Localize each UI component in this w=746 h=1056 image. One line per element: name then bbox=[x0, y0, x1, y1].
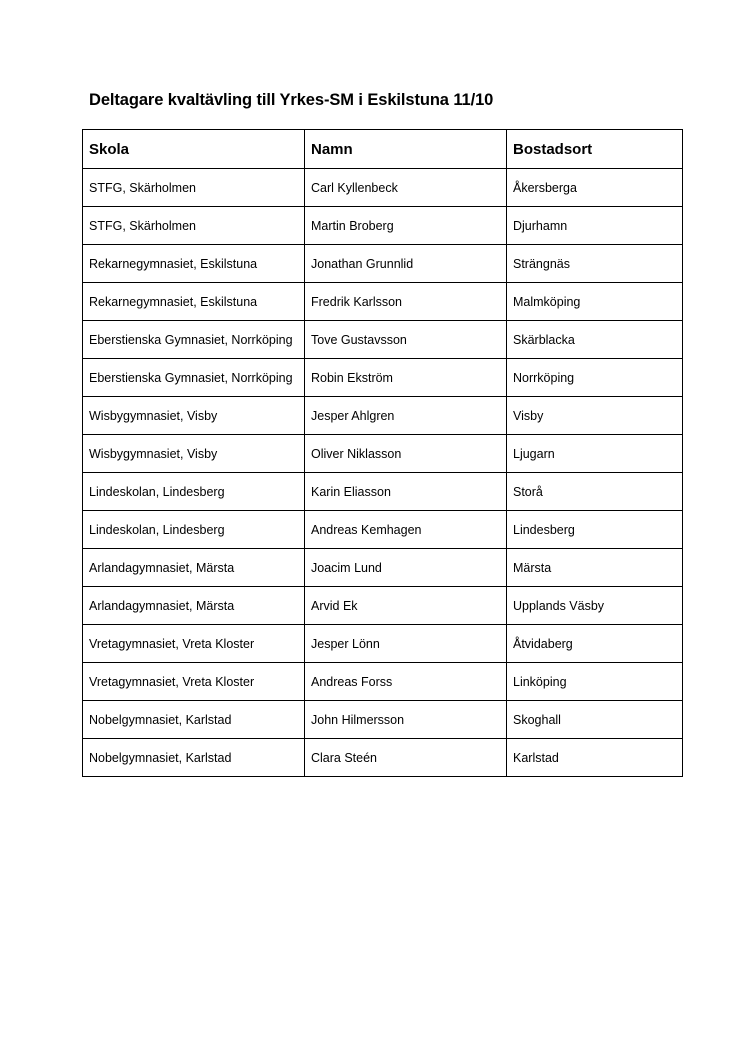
cell-name: Robin Ekström bbox=[305, 359, 507, 397]
cell-school: Arlandagymnasiet, Märsta bbox=[83, 587, 305, 625]
cell-hometown: Upplands Väsby bbox=[507, 587, 683, 625]
cell-name: Jesper Ahlgren bbox=[305, 397, 507, 435]
cell-hometown: Norrköping bbox=[507, 359, 683, 397]
cell-name: Fredrik Karlsson bbox=[305, 283, 507, 321]
cell-school: Vretagymnasiet, Vreta Kloster bbox=[83, 663, 305, 701]
table-row bbox=[83, 207, 683, 245]
cell-school: Lindeskolan, Lindesberg bbox=[83, 473, 305, 511]
cell-school: Eberstienska Gymnasiet, Norrköping bbox=[83, 321, 305, 359]
table-row bbox=[83, 435, 683, 473]
cell-name: Andreas Forss bbox=[305, 663, 507, 701]
cell-hometown: Åtvidaberg bbox=[507, 625, 683, 663]
cell-name: Arvid Ek bbox=[305, 587, 507, 625]
cell-school: STFG, Skärholmen bbox=[83, 207, 305, 245]
cell-hometown: Åkersberga bbox=[507, 169, 683, 207]
cell-school: Rekarnegymnasiet, Eskilstuna bbox=[83, 283, 305, 321]
cell-school: Wisbygymnasiet, Visby bbox=[83, 397, 305, 435]
table-row bbox=[83, 321, 683, 359]
table-header-row bbox=[83, 130, 683, 169]
table-row bbox=[83, 739, 683, 777]
cell-name: Oliver Niklasson bbox=[305, 435, 507, 473]
cell-school: Arlandagymnasiet, Märsta bbox=[83, 549, 305, 587]
table-row bbox=[83, 511, 683, 549]
table-row bbox=[83, 359, 683, 397]
table-row bbox=[83, 587, 683, 625]
cell-name: Joacim Lund bbox=[305, 549, 507, 587]
cell-name: Tove Gustavsson bbox=[305, 321, 507, 359]
table-row bbox=[83, 283, 683, 321]
cell-school: STFG, Skärholmen bbox=[83, 169, 305, 207]
cell-name: John Hilmersson bbox=[305, 701, 507, 739]
table-row bbox=[83, 701, 683, 739]
cell-hometown: Visby bbox=[507, 397, 683, 435]
cell-name: Clara Steén bbox=[305, 739, 507, 777]
cell-hometown: Djurhamn bbox=[507, 207, 683, 245]
cell-name: Karin Eliasson bbox=[305, 473, 507, 511]
document-title: Deltagare kvaltävling till Yrkes-SM i Eskilstuna 11/10 bbox=[89, 91, 494, 109]
participants-table bbox=[82, 129, 683, 777]
cell-hometown: Skoghall bbox=[507, 701, 683, 739]
cell-hometown: Karlstad bbox=[507, 739, 683, 777]
cell-hometown: Strängnäs bbox=[507, 245, 683, 283]
cell-school: Wisbygymnasiet, Visby bbox=[83, 435, 305, 473]
cell-name: Carl Kyllenbeck bbox=[305, 169, 507, 207]
cell-school: Rekarnegymnasiet, Eskilstuna bbox=[83, 245, 305, 283]
table-row bbox=[83, 473, 683, 511]
cell-name: Andreas Kemhagen bbox=[305, 511, 507, 549]
cell-hometown: Märsta bbox=[507, 549, 683, 587]
table-row bbox=[83, 169, 683, 207]
cell-hometown: Malmköping bbox=[507, 283, 683, 321]
table-row bbox=[83, 245, 683, 283]
cell-hometown: Storå bbox=[507, 473, 683, 511]
column-header-name: Namn bbox=[305, 130, 507, 169]
cell-name: Jesper Lönn bbox=[305, 625, 507, 663]
cell-hometown: Skärblacka bbox=[507, 321, 683, 359]
cell-school: Nobelgymnasiet, Karlstad bbox=[83, 739, 305, 777]
cell-school: Vretagymnasiet, Vreta Kloster bbox=[83, 625, 305, 663]
table-row bbox=[83, 663, 683, 701]
cell-name: Martin Broberg bbox=[305, 207, 507, 245]
cell-school: Eberstienska Gymnasiet, Norrköping bbox=[83, 359, 305, 397]
cell-hometown: Linköping bbox=[507, 663, 683, 701]
table-row bbox=[83, 549, 683, 587]
cell-school: Nobelgymnasiet, Karlstad bbox=[83, 701, 305, 739]
cell-hometown: Ljugarn bbox=[507, 435, 683, 473]
column-header-school: Skola bbox=[83, 130, 305, 169]
column-header-hometown: Bostadsort bbox=[507, 130, 683, 169]
table-row bbox=[83, 625, 683, 663]
cell-school: Lindeskolan, Lindesberg bbox=[83, 511, 305, 549]
table-body bbox=[83, 169, 683, 777]
table-row bbox=[83, 397, 683, 435]
cell-hometown: Lindesberg bbox=[507, 511, 683, 549]
cell-name: Jonathan Grunnlid bbox=[305, 245, 507, 283]
